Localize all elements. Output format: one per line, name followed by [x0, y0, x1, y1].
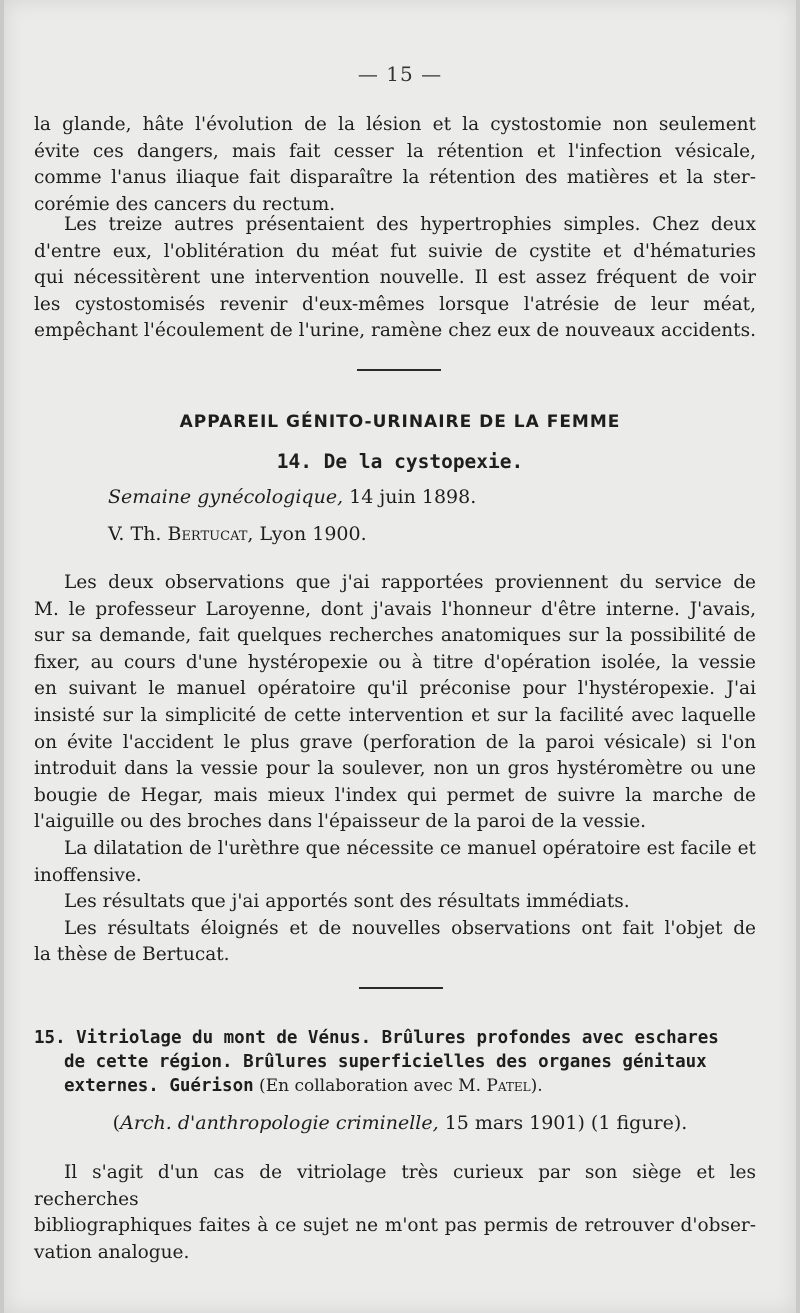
collab-prefix: (En collaboration avec M. [253, 1076, 487, 1096]
journal-date: 14 juin 1898. [349, 486, 477, 508]
text-line: vation analogue. [34, 1241, 190, 1263]
text-line: évite ces dangers, mais fait cesser la rétention et l'infection vésicale, [34, 140, 756, 162]
journal-name: Semaine gynécologique, [108, 486, 344, 508]
journal-name: Arch. d'anthropologie criminelle, [120, 1112, 439, 1134]
article-14-body [34, 570, 756, 969]
text-line: empêchant l'écoulement de l'urine, ramène chez eux de nouveaux accidents. [34, 320, 756, 342]
book-page [4, 0, 796, 1313]
title-text: externes. Guérison [64, 1076, 254, 1096]
text-line: d'entre eux, l'oblitération du méat fut suivie de cystite et d'hématuries [34, 240, 756, 262]
text-line: corémie des cancers du rectum. [34, 193, 336, 215]
paragraph-1 [34, 112, 756, 218]
article-15-source [4, 1112, 796, 1134]
text-line: comme l'anus iliaque fait disparaître la rétention des matières et la ster- [34, 167, 756, 189]
journal-date: 15 mars 1901) (1 figure). [438, 1112, 688, 1134]
text-line: introduit dans la vessie pour la soulever, non un gros hystéromètre ou une [34, 758, 756, 780]
thesis-place-year: , Lyon 1900. [247, 523, 367, 545]
collab-suffix: ). [530, 1076, 543, 1096]
thesis-prefix: V. Th. [108, 523, 162, 545]
article-15-body [34, 1160, 756, 1266]
separator-rule [359, 987, 443, 989]
text-line: sur sa demande, fait quelques recherches anatomiques sur la possibilité de [34, 625, 756, 647]
text-line: la thèse de Bertucat. [34, 944, 230, 966]
text-line: inoffensive. [34, 864, 142, 886]
text-line: en suivant le manuel opératoire qu'il préconise pour l'hystéropexie. J'ai [34, 678, 756, 700]
page-number: — 15 — [357, 62, 443, 86]
title-line: de cette région. Brûlures superficielles des organes génitaux [64, 1052, 707, 1072]
text-line: Il s'agit d'un cas de vitriolage très curieux par son siège et les recherches [34, 1162, 756, 1210]
text-line: les cystostomisés revenir d'eux-mêmes lorsque l'atrésie de leur méat, [34, 293, 756, 315]
text-line: Les deux observations que j'ai rapportées proviennent du service de [64, 572, 756, 593]
article-14-title: 14. De la cystopexie. [276, 450, 524, 473]
title-line: 15. Vitriolage du mont de Vénus. Brûlures profondes avec eschares [34, 1028, 719, 1048]
text-line: La dilatation de l'urèthre que nécessite ce manuel opératoire est facile et [64, 837, 756, 859]
text-line: fixer, au cours d'une hystéropexie ou à titre d'opération isolée, la vessie [34, 651, 756, 673]
text-line: bougie de Hegar, mais mieux l'index qui permet de suivre la marche de [34, 784, 756, 806]
paragraph-2 [34, 212, 756, 345]
section-heading: APPAREIL GÉNITO-URINAIRE DE LA FEMME [179, 412, 621, 432]
text-line: Les treize autres présentaient des hypertrophies simples. Chez deux [64, 214, 756, 235]
title-line-last [34, 1074, 762, 1098]
article-14-thesis-ref [108, 523, 367, 545]
text-line: bibliographiques faites à ce sujet ne m'ont pas permis de retrouver d'obser- [34, 1215, 756, 1237]
text-line: qui nécessitèrent une intervention nouvelle. Il est assez fréquent de voir [34, 267, 756, 289]
article-14-source [108, 486, 476, 508]
text-line: on évite l'accident le plus grave (perforation de la paroi vésicale) si l'on [34, 731, 756, 753]
source-open-paren: ( [112, 1112, 121, 1134]
article-15-title [34, 1026, 762, 1098]
text-line: M. le professeur Laroyenne, dont j'avais l'honneur d'être interne. J'avais, [34, 598, 756, 620]
text-line: Les résultats éloignés et de nouvelles observations ont fait l'objet de [64, 917, 756, 939]
text-line: l'aiguille ou des broches dans l'épaisseur de la paroi de la vessie. [34, 811, 647, 833]
separator-rule [357, 369, 441, 371]
text-line: Les résultats que j'ai apportés sont des résultats immédiats. [64, 891, 630, 913]
collab-name: Patel [486, 1076, 531, 1096]
text-line: la glande, hâte l'évolution de la lésion et la cystostomie non seulement [34, 114, 756, 135]
text-line: insisté sur la simplicité de cette intervention et sur la facilité avec laquelle [34, 704, 756, 726]
thesis-author: Bertucat [167, 523, 248, 545]
